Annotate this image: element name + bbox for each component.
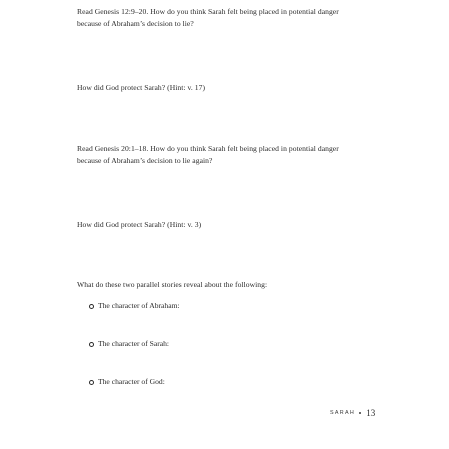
page-footer	[330, 408, 375, 418]
bullet-ring-icon	[89, 380, 94, 385]
dot-separator-icon	[359, 412, 361, 414]
bullet-text: The character of Sarah:	[98, 339, 170, 348]
page-number: 13	[366, 408, 376, 418]
bullet-character-sarah	[89, 338, 169, 350]
question-genesis-12	[77, 6, 377, 31]
question-text: What do these two parallel stories reveal about the following:	[77, 280, 268, 289]
bullet-ring-icon	[89, 342, 94, 347]
question-text: How did God protect Sarah? (Hint: v. 3)	[77, 220, 202, 229]
question-genesis-20	[77, 143, 377, 168]
bullet-text: The character of Abraham:	[98, 301, 180, 310]
bullet-character-god	[89, 376, 165, 388]
bullet-character-abraham	[89, 300, 180, 312]
question-text: because of Abraham’s decision to lie?	[77, 19, 194, 29]
question-text: How did God protect Sarah? (Hint: v. 17)	[77, 83, 206, 92]
question-text: because of Abraham’s decision to lie again?	[77, 156, 213, 166]
question-text: Read Genesis 12:9–20. How do you think Sarah felt being placed in potential danger	[77, 7, 339, 16]
running-head: SARAH	[330, 410, 356, 416]
question-god-protect-1	[77, 82, 377, 94]
question-god-protect-2	[77, 219, 377, 231]
bullet-text: The character of God:	[98, 377, 165, 386]
question-text: Read Genesis 20:1–18. How do you think Sarah felt being placed in potential danger	[77, 144, 339, 153]
question-parallel-stories	[77, 279, 377, 291]
bullet-ring-icon	[89, 304, 94, 309]
